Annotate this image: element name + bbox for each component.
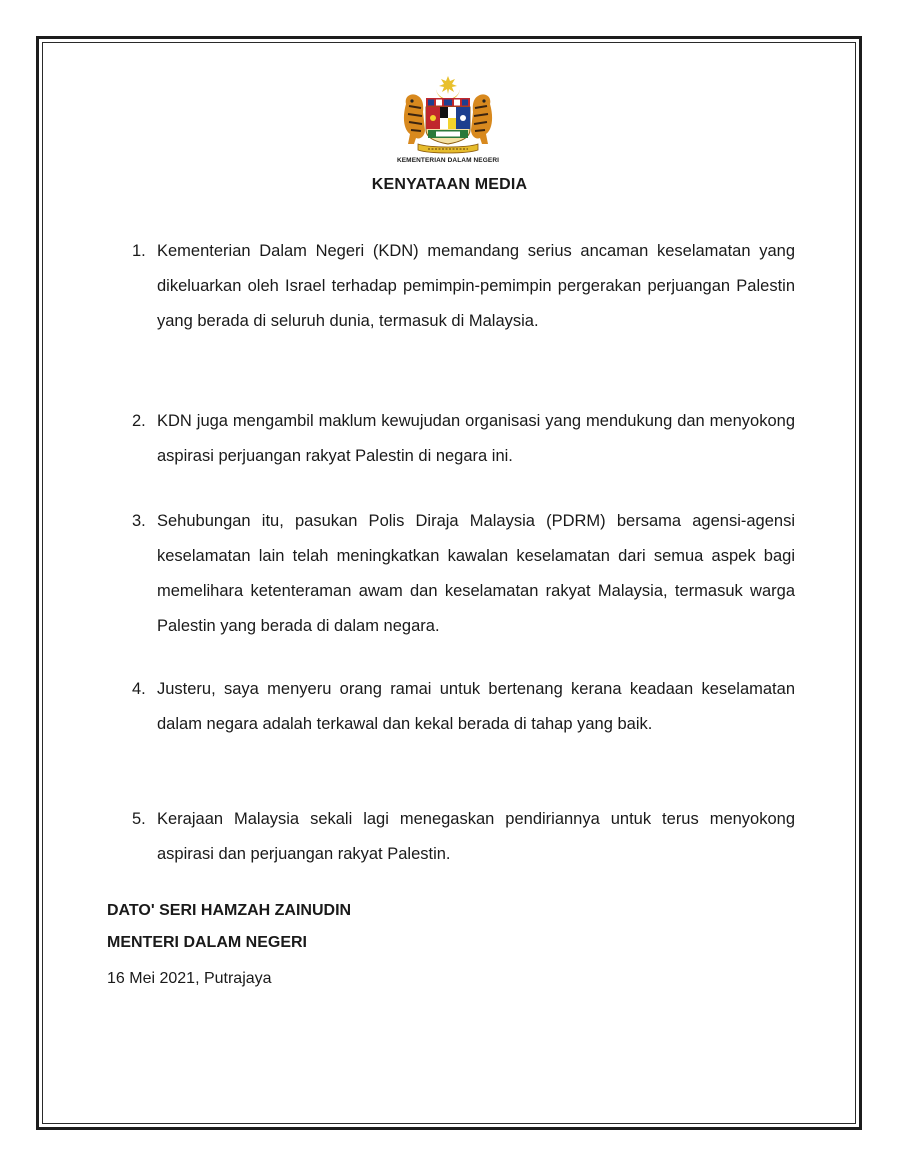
paragraph-number: 2. [132,412,146,430]
paragraph-text: Justeru, saya menyeru orang ramai untuk bertenang kerana keadaan keselamatan dalam negara adalah terkawal dan kekal berada di tahap yang baik. [157,680,795,733]
paragraph-number: 3. [132,512,146,530]
signatory-position: MENTERI DALAM NEGERI [107,934,307,951]
statement-paragraph-5 [132,802,795,872]
paragraph-text: KDN juga mengambil maklum kewujudan organisasi yang mendukung dan menyokong aspirasi perjuangan rakyat Palestin di negara ini. [157,412,795,465]
paragraph-number: 1. [132,242,146,260]
signatory-name: DATO' SERI HAMZAH ZAINUDIN [107,902,352,919]
statement-paragraph-3 [132,504,795,644]
page-title: KENYATAAN MEDIA [371,176,528,193]
paragraph-text: Kementerian Dalam Negeri (KDN) memandang serius ancaman keselamatan yang dikeluarkan oleh Israel terhadap pemimpin-pemimpin pergerakan perjuangan Palestin yang berada di seluruh dunia, termasuk di Malaysia. [157,242,795,330]
date-and-place: 16 Mei 2021, Putrajaya [107,970,272,987]
statement-paragraph-2 [132,404,795,474]
paragraph-number: 5. [132,810,146,828]
statement-paragraph-4 [132,672,795,742]
paragraph-number: 4. [132,680,146,698]
paragraph-text: Kerajaan Malaysia sekali lagi menegaskan pendiriannya untuk terus menyokong aspirasi dan perjuangan rakyat Palestin. [157,810,795,863]
malaysia-coat-of-arms-icon [396,74,500,158]
statement-paragraph-1 [132,234,795,339]
ministry-label: KEMENTERIAN DALAM NEGERI [396,157,500,164]
paragraph-text: Sehubungan itu, pasukan Polis Diraja Malaysia (PDRM) bersama agensi-agensi keselamatan lain telah meningkatkan kawalan keselamatan dari semua aspek bagi memelihara ketenteraman awam dan keselamatan rakyat Malaysia, termasuk warga Palestin yang berada di dalam negara. [157,512,795,635]
